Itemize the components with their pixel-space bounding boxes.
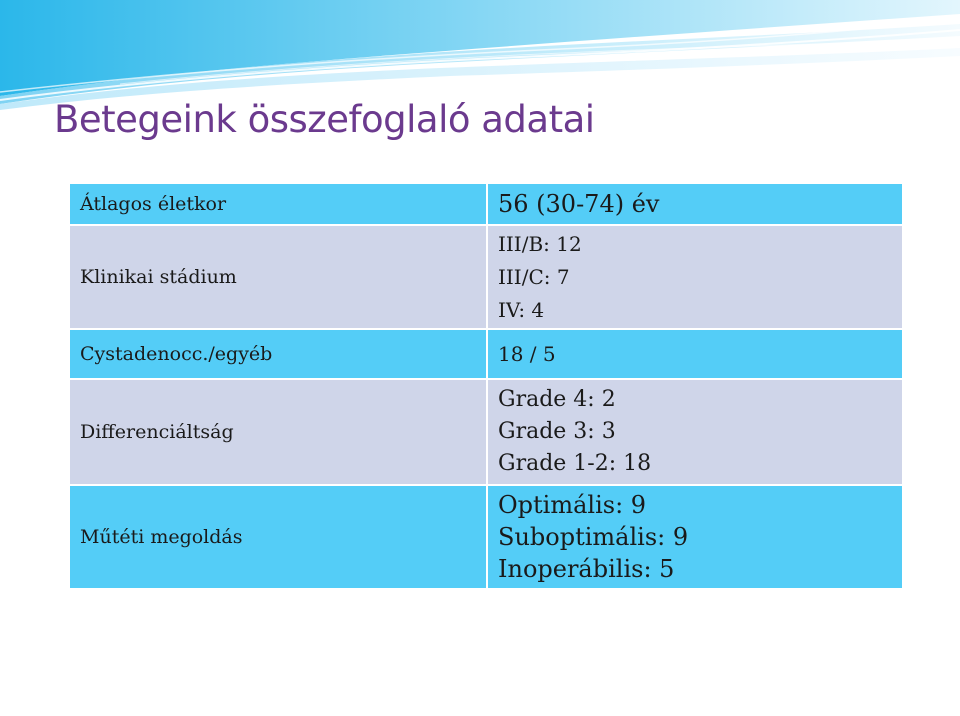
value-line: Optimális: 9 [498, 491, 647, 519]
table-row-surgery [69, 485, 903, 589]
value-line: 18 / 5 [498, 341, 556, 366]
value-line: III/C: 7 [498, 264, 570, 289]
value-line: Inoperábilis: 5 [498, 555, 675, 583]
value-line: IV: 4 [498, 297, 545, 322]
row-label: Műtéti megoldás [69, 485, 487, 589]
row-label: Differenciáltság [69, 379, 487, 485]
table-row-stage [69, 225, 903, 329]
patient-summary-table [68, 182, 904, 590]
row-label: Átlagos életkor [69, 183, 487, 225]
value-line: III/B: 12 [498, 231, 582, 256]
value-line: 56 (30-74) év [498, 190, 660, 218]
row-label: Klinikai stádium [69, 225, 487, 329]
row-value [487, 485, 903, 589]
row-value [487, 329, 903, 379]
table-row-histology [69, 329, 903, 379]
table-row-grade [69, 379, 903, 485]
value-line: Suboptimális: 9 [498, 523, 689, 551]
page-title: Betegeink összefoglaló adatai [54, 98, 595, 141]
row-label: Cystadenocc./egyéb [69, 329, 487, 379]
decorative-wave-banner [0, 0, 960, 110]
value-line: Grade 3: 3 [498, 419, 616, 444]
row-value [487, 225, 903, 329]
value-line: Grade 4: 2 [498, 387, 616, 412]
value-line: Grade 1-2: 18 [498, 451, 652, 476]
table-row-age [69, 183, 903, 225]
row-value [487, 379, 903, 485]
row-value [487, 183, 903, 225]
